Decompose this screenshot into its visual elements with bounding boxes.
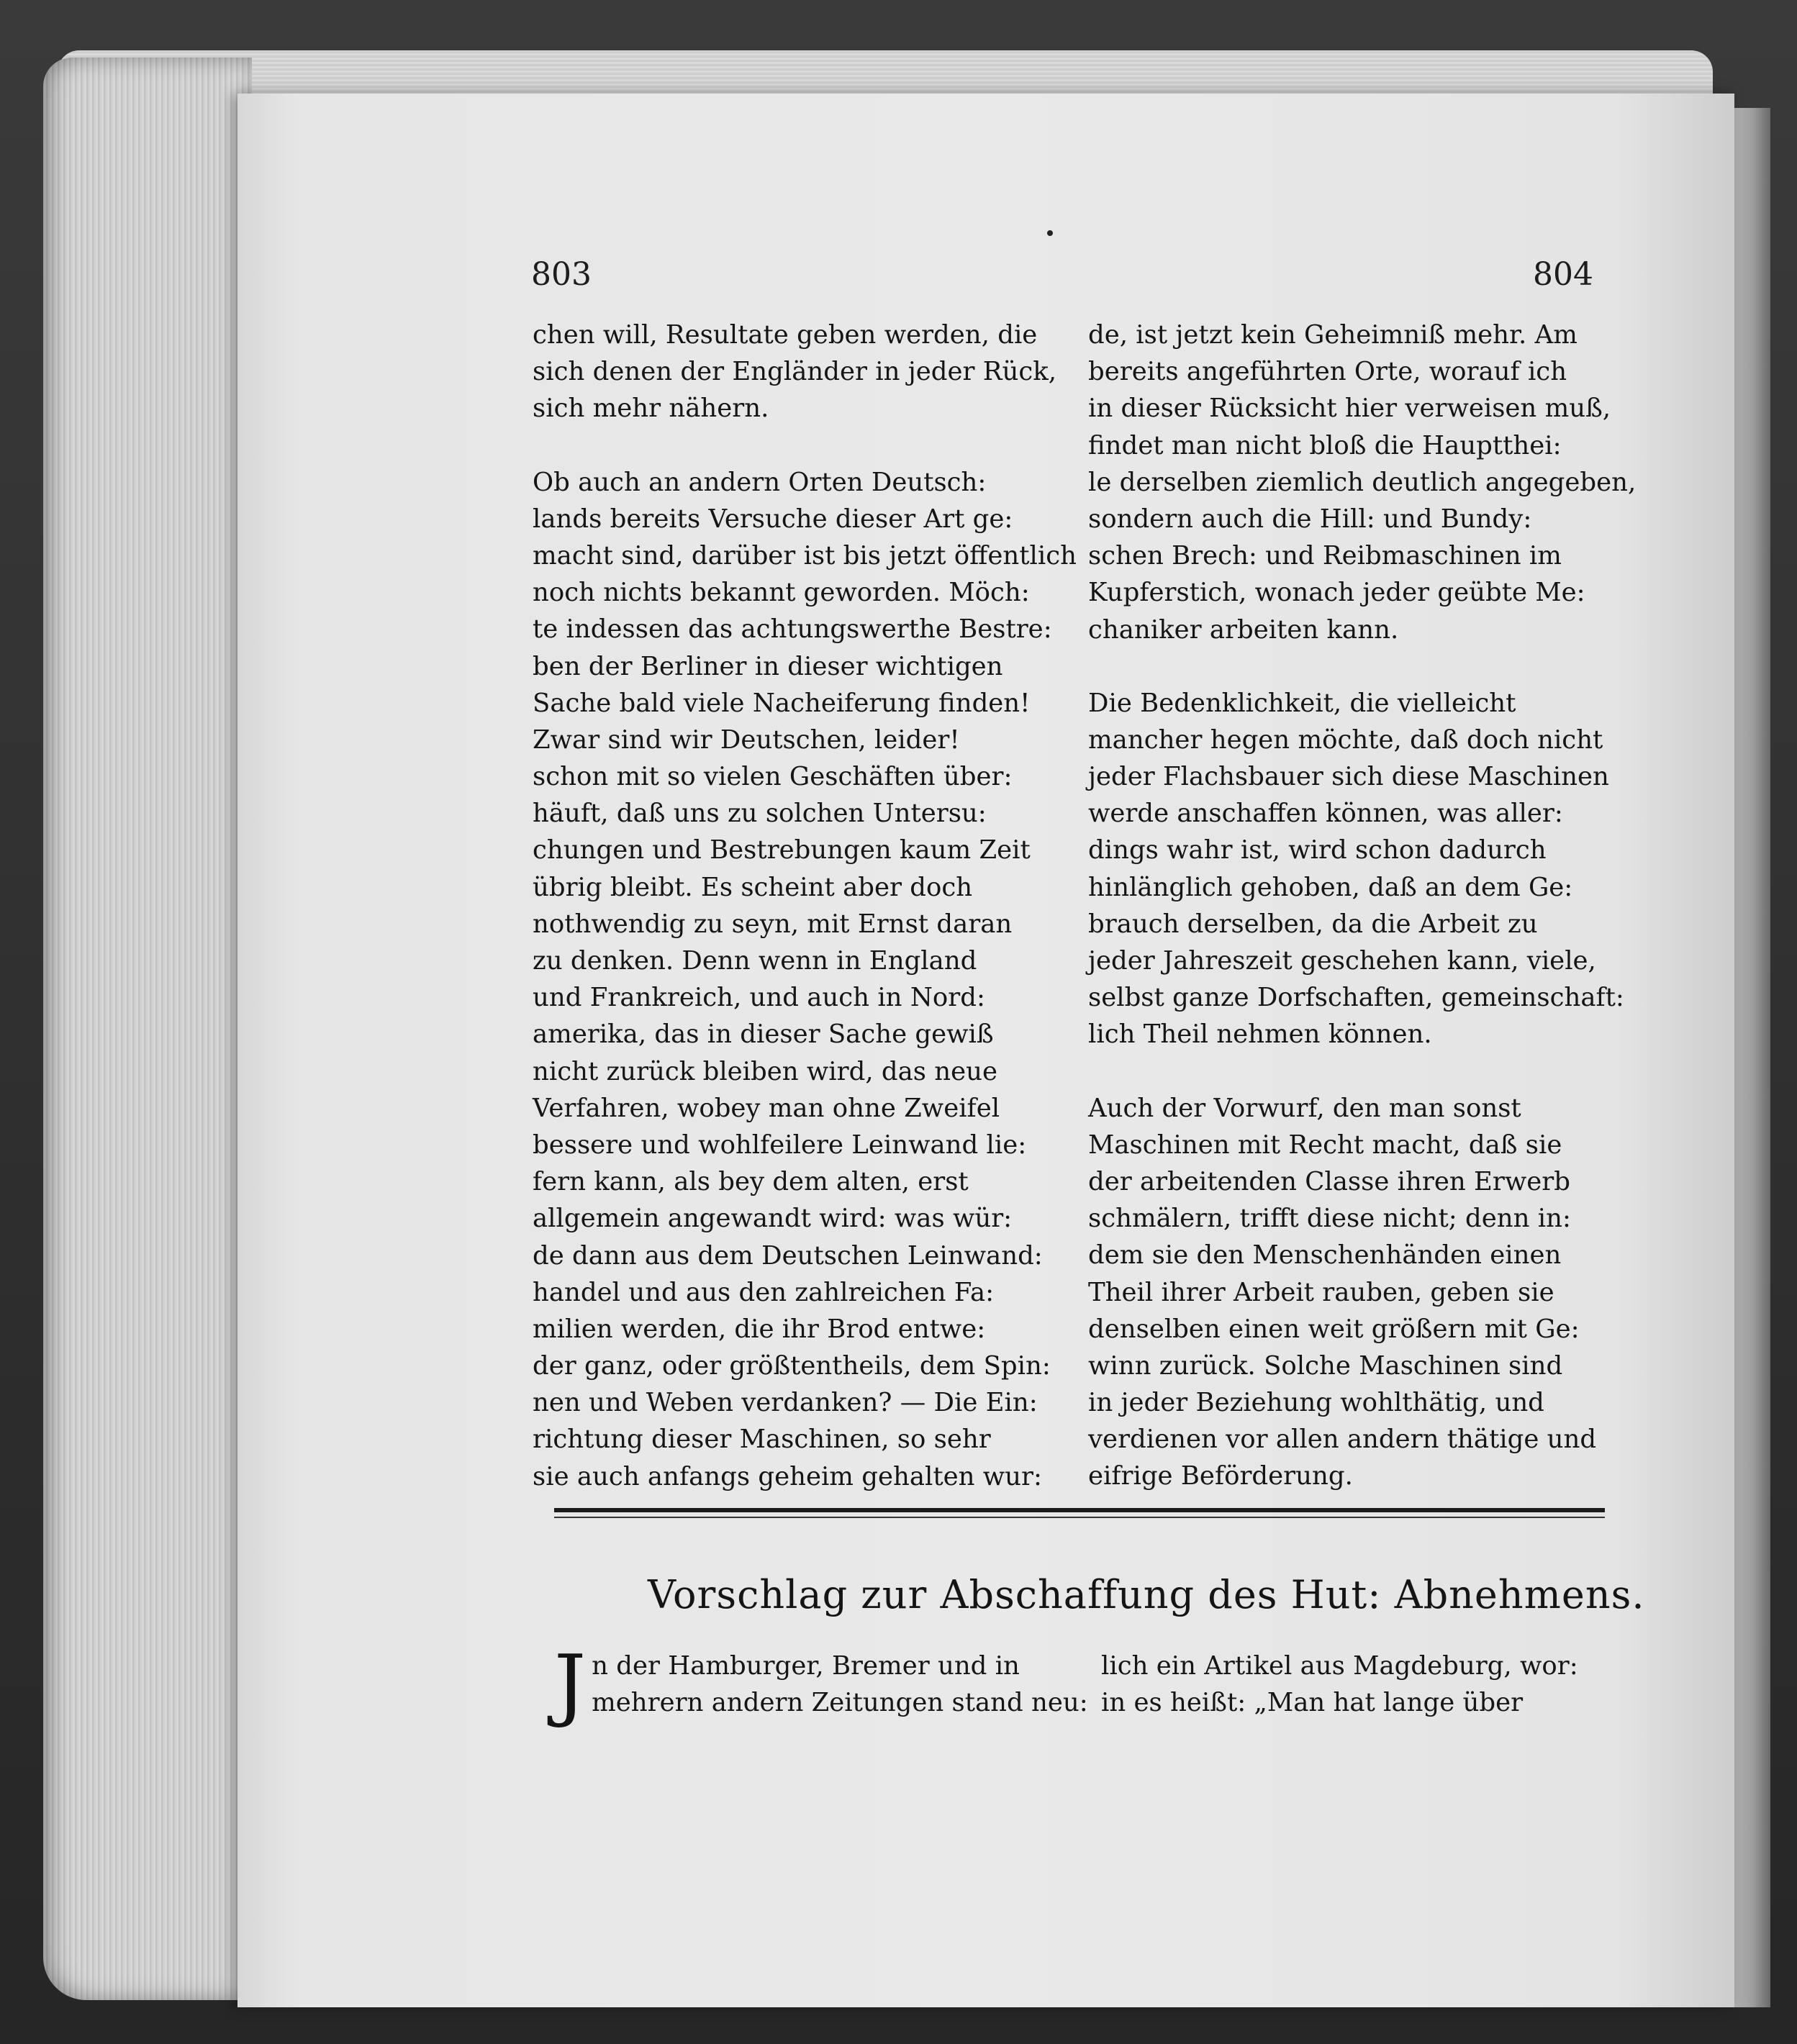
text-line: häuft, daß uns zu solchen Untersu: — [533, 799, 987, 829]
text-line: winn zurück. Solche Maschinen sind — [1088, 1350, 1563, 1381]
right-paragraph — [1088, 685, 1624, 1053]
left-column — [533, 317, 1077, 1495]
right-paragraph — [1088, 1090, 1606, 1495]
text-line: eifrige Beförderung. — [1088, 1461, 1353, 1491]
text-line: in jeder Beziehung wohlthätig, und — [1088, 1388, 1544, 1418]
text-line: denselben einen weit größern mit Ge: — [1088, 1314, 1580, 1344]
section-heading: Vorschlag zur Abschaffung des Hut: Abnehmens. — [648, 1572, 1645, 1617]
text-line: nen und Weben verdanken? — Die Ein: — [533, 1388, 1038, 1418]
text-line: sie auch anfangs geheim gehalten wur: — [533, 1461, 1042, 1491]
drop-cap: J — [554, 1638, 587, 1730]
text-line: nicht zurück bleiben wird, das neue — [533, 1056, 998, 1086]
text-line: amerika, das in dieser Sache gewiß — [533, 1019, 994, 1050]
text-line: Auch der Vorwurf, den man sonst — [1088, 1093, 1521, 1123]
text-line: te indessen das achtungswerthe Bestre: — [533, 614, 1052, 645]
text-line: sondern auch die Hill: und Bundy: — [1088, 504, 1532, 534]
text-line: n der Hamburger, Bremer und in — [592, 1651, 1020, 1681]
text-line: Zwar sind wir Deutschen, leider! — [533, 725, 960, 755]
text-line: sich mehr nähern. — [533, 394, 769, 424]
text-line: le derselben ziemlich deutlich angegeben, — [1088, 467, 1637, 497]
new-article-left — [554, 1638, 1088, 1730]
text-line: bereits angeführten Orte, worauf ich — [1088, 357, 1567, 387]
book-page-edges — [43, 58, 252, 2000]
text-line: jeder Flachsbauer sich diese Maschinen — [1088, 762, 1609, 792]
text-line: handel und aus den zahlreichen Fa: — [533, 1277, 995, 1307]
text-line: mehrern andern Zeitungen stand neu: — [592, 1688, 1088, 1718]
text-line: lich Theil nehmen können. — [1088, 1019, 1432, 1050]
text-line: jeder Jahreszeit geschehen kann, viele, — [1088, 946, 1596, 976]
text-line: in dieser Rücksicht hier verweisen muß, — [1088, 394, 1611, 424]
text-line: Maschinen mit Recht macht, daß sie — [1088, 1130, 1562, 1160]
left-paragraph — [533, 464, 1077, 1495]
text-line: chungen und Bestrebungen kaum Zeit — [533, 835, 1031, 866]
text-line: de, ist jetzt kein Geheimniß mehr. Am — [1088, 320, 1578, 350]
text-line: bessere und wohlfeilere Leinwand lie: — [533, 1130, 1027, 1160]
section-divider-thin — [554, 1517, 1605, 1518]
text-line: dem sie den Menschenhänden einen — [1088, 1240, 1562, 1271]
text-line: schen Brech: und Reibmaschinen im — [1088, 541, 1562, 571]
text-line: de dann aus dem Deutschen Leinwand: — [533, 1240, 1043, 1271]
text-line: Verfahren, wobey man ohne Zweifel — [533, 1093, 1000, 1123]
text-line: chaniker arbeiten kann. — [1088, 614, 1399, 645]
text-line: chen will, Resultate geben werden, die — [533, 320, 1038, 350]
text-line: lich ein Artikel aus Magdeburg, wor: — [1101, 1651, 1578, 1681]
text-line: übrig bleibt. Es scheint aber doch — [533, 872, 973, 902]
text-line: werde anschaffen können, was aller: — [1088, 799, 1563, 829]
text-line: Theil ihrer Arbeit rauben, geben sie — [1088, 1277, 1554, 1307]
right-column — [1088, 317, 1637, 1495]
text-line: schon mit so vielen Geschäften über: — [533, 762, 1013, 792]
section-divider — [554, 1508, 1605, 1512]
text-line: richtung dieser Maschinen, so sehr — [533, 1425, 991, 1455]
text-line: der ganz, oder größtentheils, dem Spin: — [533, 1351, 1051, 1381]
text-line: noch nichts bekannt geworden. Möch: — [533, 578, 1030, 608]
left-paragraph — [533, 317, 1056, 427]
text-line: milien werden, die ihr Brod entwe: — [533, 1314, 986, 1344]
text-line: verdienen vor allen andern thätige und — [1088, 1425, 1597, 1455]
page-number-right: 804 — [1533, 256, 1593, 293]
text-line: Sache bald viele Nacheiferung finden! — [533, 688, 1031, 718]
text-line: lands bereits Versuche dieser Art ge: — [533, 504, 1013, 534]
text-line: hinlänglich gehoben, daß an dem Ge: — [1088, 872, 1573, 902]
text-line: schmälern, trifft diese nicht; denn in: — [1088, 1204, 1571, 1234]
right-paragraph — [1088, 317, 1637, 648]
text-line: dings wahr ist, wird schon dadurch — [1088, 835, 1547, 866]
text-line: allgemein angewandt wird: was wür: — [533, 1204, 1013, 1234]
text-line: zu denken. Denn wenn in England — [533, 946, 977, 976]
text-line: und Frankreich, und auch in Nord: — [533, 983, 985, 1013]
text-line: fern kann, als bey dem alten, erst — [533, 1167, 969, 1197]
text-line: Die Bedenklichkeit, die vielleicht — [1088, 688, 1516, 718]
page-number-left: 803 — [531, 256, 592, 293]
new-article-right — [1101, 1648, 1619, 1721]
text-line: in es heißt: „Man hat lange über — [1101, 1688, 1524, 1718]
text-line: findet man nicht bloß die Hauptthei: — [1088, 430, 1562, 460]
text-line: der arbeitenden Classe ihren Erwerb — [1088, 1166, 1570, 1196]
text-line: Ob auch an andern Orten Deutsch: — [533, 467, 987, 497]
text-line: macht sind, darüber ist bis jetzt öffentlich — [533, 540, 1077, 571]
text-line: selbst ganze Dorfschaften, gemeinschaft: — [1088, 983, 1624, 1013]
text-line: Kupferstich, wonach jeder geübte Me: — [1088, 578, 1585, 608]
text-line: nothwendig zu seyn, mit Ernst daran — [533, 909, 1013, 939]
text-line: sich denen der Engländer in jeder Rück, — [533, 357, 1056, 387]
text-line: mancher hegen möchte, daß doch nicht — [1088, 725, 1603, 755]
text-line: ben der Berliner in dieser wichtigen — [533, 651, 1003, 681]
ink-spot — [1047, 230, 1053, 236]
text-line: brauch derselben, da die Arbeit zu — [1088, 909, 1538, 939]
